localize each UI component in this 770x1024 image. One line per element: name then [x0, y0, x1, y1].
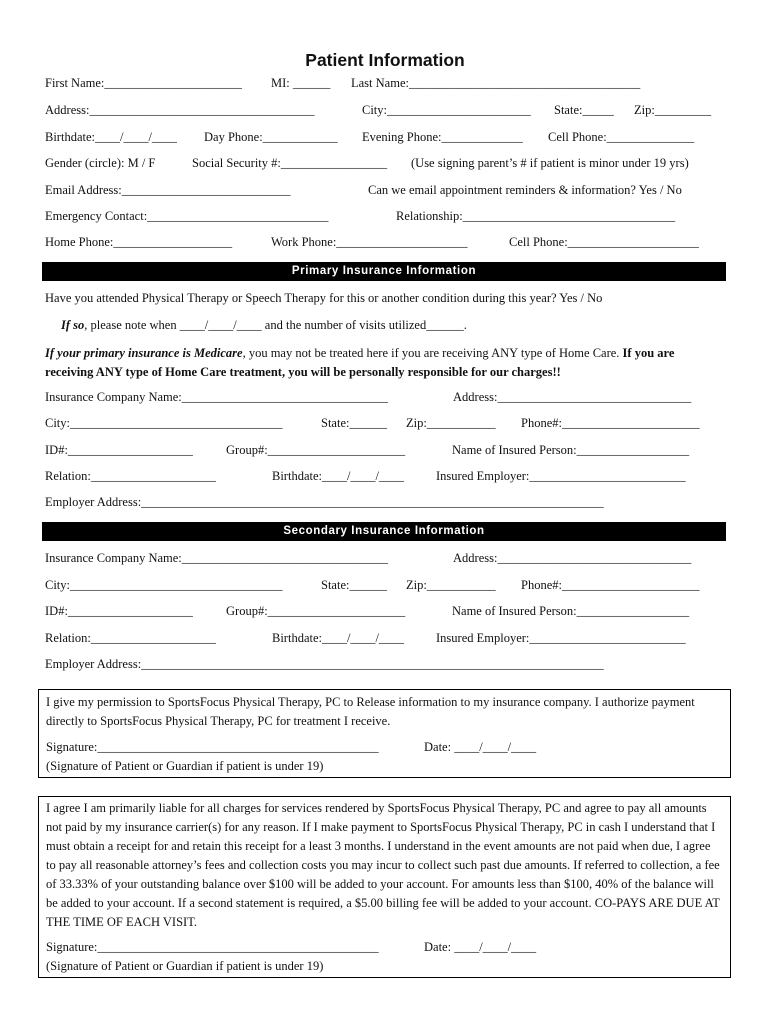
evening-phone-field[interactable]: Evening Phone:_____________ [362, 130, 523, 144]
address-row [45, 103, 725, 121]
home-phone-field[interactable]: Home Phone:___________________ [45, 235, 233, 249]
work-phone-field[interactable]: Work Phone:_____________________ [271, 235, 468, 249]
secondary-zip-field[interactable]: Zip:___________ [406, 578, 496, 592]
name-row [45, 76, 725, 94]
primary-id-row [45, 443, 725, 461]
birthdate-field[interactable]: Birthdate:____/____/____ [45, 130, 177, 144]
pt-question[interactable]: Have you attended Physical Therapy or Speech Therapy for this or another condition during this year? Yes / No [45, 291, 603, 305]
primary-insurance-header: Primary Insurance Information [42, 262, 726, 281]
secondary-relation-field[interactable]: Relation:____________________ [45, 631, 216, 645]
secondary-relation-row [45, 631, 725, 649]
secondary-employer-address-row [45, 657, 725, 675]
financial-date-field[interactable]: Date: ____/____/____ [424, 940, 537, 954]
medicare-notice [45, 344, 725, 382]
city-field[interactable]: City:_______________________ [362, 103, 531, 117]
financial-text: I agree I am primarily liable for all charges for services rendered by SportsFocus Physical Therapy, PC and agree to pay all amounts not paid by my insurance carrier(s) for any reason. If I make payment to SportsFocus Physical Therapy, PC in cash I understand that I must obtain a receipt for and retain this receipt for a least 3 months. I understand in the event amounts are not paid when due, I agree to pay all reasonable attorney’s fees and collection costs you may incur to collect such past due amounts. If referred to collection, a fee of 33.33% of your outstanding balance over $100 will be added to your account. For amounts less than $100, 40% of the balance will be added to your account. If a second statement is required, a $5.00 billing fee will be added to your account. CO-PAYS ARE DUE AT THE TIME OF EACH VISIT. [46, 801, 720, 929]
primary-city-row [45, 416, 725, 434]
if-so-row [45, 318, 725, 336]
last-name-field[interactable]: Last Name:_____________________________________ [351, 76, 641, 90]
home-phone-row [45, 235, 725, 253]
email-reminder-question[interactable]: Can we email appointment reminders & information? Yes / No [368, 183, 682, 197]
emergency-contact-field[interactable]: Emergency Contact:_____________________________ [45, 209, 329, 223]
secondary-insurance-header: Secondary Insurance Information [42, 522, 726, 541]
primary-birthdate-field[interactable]: Birthdate:____/____/____ [272, 469, 404, 483]
ssn-note: (Use signing parent’s # if patient is minor under 19 yrs) [411, 156, 689, 170]
gender-field[interactable]: Gender (circle): M / F [45, 156, 156, 170]
secondary-city-field[interactable]: City:__________________________________ [45, 578, 283, 592]
primary-state-field[interactable]: State:______ [321, 416, 387, 430]
release-signature-row [46, 738, 722, 757]
primary-relation-field[interactable]: Relation:____________________ [45, 469, 216, 483]
secondary-company-field[interactable]: Insurance Company Name:_________________________________ [45, 551, 389, 565]
email-row [45, 183, 725, 201]
page-title: Patient Information [305, 50, 465, 70]
if-so-text[interactable] [61, 318, 467, 333]
secondary-id-field[interactable]: ID#:____________________ [45, 604, 193, 618]
financial-signature-note: (Signature of Patient or Guardian if patient is under 19) [46, 959, 324, 973]
cell-phone-2-field[interactable]: Cell Phone:_____________________ [509, 235, 699, 249]
secondary-phone-field[interactable]: Phone#:______________________ [521, 578, 700, 592]
secondary-address-field[interactable]: Address:_______________________________ [453, 551, 692, 565]
secondary-company-row [45, 551, 725, 569]
zip-field[interactable]: Zip:_________ [634, 103, 712, 117]
primary-insured-name-field[interactable]: Name of Insured Person:__________________ [452, 443, 690, 457]
financial-agreement-box [38, 796, 731, 978]
secondary-insured-employer-field[interactable]: Insured Employer:_________________________ [436, 631, 686, 645]
pt-question-row [45, 291, 725, 309]
primary-company-row [45, 390, 725, 408]
release-text: I give my permission to SportsFocus Physical Therapy, PC to Release information to my insurance company. I authorize payment directly to SportsFocus Physical Therapy, PC for treatment I receive. [46, 695, 695, 728]
primary-phone-field[interactable]: Phone#:______________________ [521, 416, 700, 430]
if-so-detail: , please note when ____/____/____ and the number of visits utilized______. [84, 318, 467, 332]
release-date-field[interactable]: Date: ____/____/____ [424, 740, 537, 754]
gender-row [45, 156, 725, 174]
email-field[interactable]: Email Address:___________________________ [45, 183, 291, 197]
phone-row [45, 130, 725, 148]
primary-id-field[interactable]: ID#:____________________ [45, 443, 193, 457]
primary-group-field[interactable]: Group#:______________________ [226, 443, 406, 457]
release-authorization-box [38, 689, 731, 778]
secondary-birthdate-field[interactable]: Birthdate:____/____/____ [272, 631, 404, 645]
secondary-group-field[interactable]: Group#:______________________ [226, 604, 406, 618]
relationship-field[interactable]: Relationship:__________________________________ [396, 209, 676, 223]
medicare-text: , you may not be treated here if you are receiving ANY type of Home Care. [242, 346, 620, 360]
secondary-id-row [45, 604, 725, 622]
primary-zip-field[interactable]: Zip:___________ [406, 416, 496, 430]
financial-signature-field[interactable]: Signature:_____________________________________________ [46, 940, 379, 954]
address-field[interactable]: Address:____________________________________ [45, 103, 315, 117]
primary-address-field[interactable]: Address:_______________________________ [453, 390, 692, 404]
financial-signature-row [46, 938, 722, 957]
primary-insured-employer-field[interactable]: Insured Employer:_________________________ [436, 469, 686, 483]
cell-phone-field[interactable]: Cell Phone:______________ [548, 130, 695, 144]
primary-employer-address-field[interactable]: Employer Address:__________________________________________________________________________ [45, 495, 604, 509]
first-name-field[interactable]: First Name:______________________ [45, 76, 242, 90]
day-phone-field[interactable]: Day Phone:____________ [204, 130, 338, 144]
secondary-insured-name-field[interactable]: Name of Insured Person:__________________ [452, 604, 690, 618]
primary-relation-row [45, 469, 725, 487]
mi-field[interactable]: MI: ______ [271, 76, 331, 90]
secondary-employer-address-field[interactable]: Employer Address:__________________________________________________________________________ [45, 657, 604, 671]
medicare-lead: If your primary insurance is Medicare [45, 346, 243, 360]
release-signature-note: (Signature of Patient or Guardian if patient is under 19) [46, 759, 324, 773]
ssn-field[interactable]: Social Security #:_________________ [192, 156, 388, 170]
primary-employer-address-row [45, 495, 725, 513]
emergency-row [45, 209, 725, 227]
secondary-state-field[interactable]: State:______ [321, 578, 387, 592]
secondary-city-row [45, 578, 725, 596]
primary-company-field[interactable]: Insurance Company Name:_________________________________ [45, 390, 389, 404]
state-field[interactable]: State:_____ [554, 103, 614, 117]
primary-city-field[interactable]: City:__________________________________ [45, 416, 283, 430]
release-signature-field[interactable]: Signature:_____________________________________________ [46, 740, 379, 754]
medicare-warning: If you are receiving ANY type of Home Care treatment, you will be personally responsible for our charges!! [45, 346, 675, 379]
if-so-lead: If so [61, 318, 85, 332]
